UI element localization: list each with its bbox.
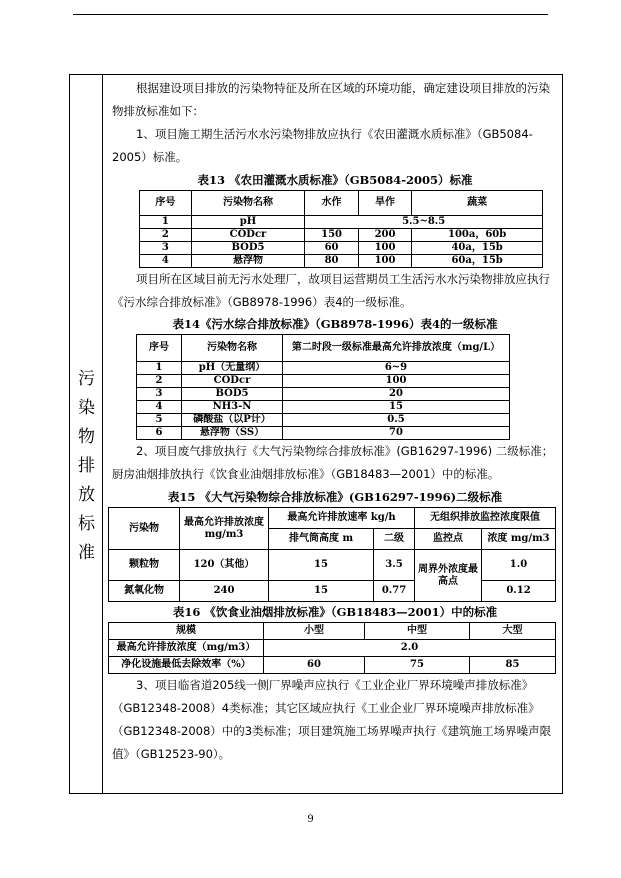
table-row — [137, 375, 510, 388]
table14 — [136, 334, 510, 440]
table-cell: 120（其他） — [180, 550, 269, 581]
table-header-cell: 中型 — [365, 623, 470, 640]
table-header-cell: 小型 — [264, 623, 365, 640]
label-char: 染 — [78, 398, 95, 418]
table13-caption: 表13 《农田灌溉水质标准》（GB5084-2005）标准 — [197, 173, 473, 187]
table-header-cell: 序号 — [140, 191, 192, 216]
label-char: 标 — [78, 514, 95, 534]
intro-paragraph: 根据建设项目排放的污染物特征及所在区域的环境功能，确定建设项目排放的污染物排放标准如下： — [112, 81, 550, 118]
label-char: 放 — [78, 485, 95, 505]
table16 — [108, 622, 556, 674]
table-header-cell: 无组织排放监控浓度限值 — [415, 508, 556, 529]
table-header-cell: 大型 — [470, 623, 556, 640]
table-header-cell: 浓度 mg/m3 — [482, 529, 556, 550]
table-header-cell: 二级 — [374, 529, 415, 550]
header-rule — [73, 14, 548, 15]
table-header-cell: 旱作 — [358, 191, 411, 216]
table-cell: 3.5 — [374, 550, 415, 581]
table-cell: 1.0 — [482, 550, 556, 581]
table-header-cell: 污染物名称 — [191, 191, 305, 216]
table-header-cell: 排气筒高度 m — [269, 529, 374, 550]
table-row — [140, 229, 543, 242]
standards-frame — [69, 74, 563, 794]
table-cell: 悬浮物 — [191, 255, 305, 268]
table-cell: 4 — [137, 401, 182, 414]
table-header-row — [109, 508, 556, 529]
table15 — [108, 507, 556, 602]
table-cell: CODcr — [191, 229, 305, 242]
table-header-cell: 规模 — [109, 623, 264, 640]
item1b-paragraph: 项目所在区域目前无污水处理厂，故项目运营期员工生活污水水污染物排放应执行《污水综合排放标准》（GB8978-1996）表4的一级标准。 — [112, 272, 550, 309]
table-header-cell: 污染物名称 — [182, 335, 283, 362]
table-header-cell: 监控点 — [415, 529, 482, 550]
table-cell: 颗粒物 — [109, 550, 180, 581]
table-cell: 15 — [283, 401, 510, 414]
item3-paragraph: 3、项目临省道205线一侧厂界噪声应执行《工业企业厂界环境噪声排放标准》（GB12348-2008）4类标准；其它区域应执行《工业企业厂界环境噪声排放标准》（GB12348-2008）中的3类标准；项目建筑施工场界噪声执行《建筑施工场界噪声限值》（GB12523-90）。 — [112, 678, 552, 761]
table-cell: 100a，60b — [412, 229, 543, 242]
table-row — [137, 414, 510, 427]
page-number: 9 — [307, 814, 314, 825]
table-cell: 2 — [137, 375, 182, 388]
table-cell: 15 — [269, 550, 374, 581]
table-cell: NH3-N — [182, 401, 283, 414]
table-cell: 5.5~8.5 — [305, 216, 543, 229]
table-cell: 100 — [358, 255, 411, 268]
table-cell: 70 — [283, 427, 510, 440]
table-cell: 2 — [140, 229, 192, 242]
table-cell: 净化设施最低去除效率（%） — [109, 657, 264, 674]
table-row — [140, 242, 543, 255]
table-cell: 240 — [180, 581, 269, 602]
table-cell: 85 — [470, 657, 556, 674]
item1-paragraph: 1、项目施工期生活污水水污染物排放应执行《农田灌溉水质标准》（GB5084-2005）标准。 — [112, 127, 533, 164]
table-header-cell: 第二时段一级标准最高允许排放浓度（mg/L） — [283, 335, 510, 362]
table-cell: 75 — [365, 657, 470, 674]
table-cell: 40a，15b — [412, 242, 543, 255]
label-char: 物 — [78, 427, 95, 447]
table-cell: 200 — [358, 229, 411, 242]
table-header-row — [109, 623, 556, 640]
table-cell: pH — [191, 216, 305, 229]
table-cell: 3 — [140, 242, 192, 255]
table-cell: BOD5 — [182, 388, 283, 401]
table-row — [109, 581, 556, 602]
table13 — [139, 190, 543, 268]
table-cell: 100 — [283, 375, 510, 388]
table-row — [137, 388, 510, 401]
table-cell: 6 — [137, 427, 182, 440]
table-cell: CODcr — [182, 375, 283, 388]
item2-paragraph: 2、项目废气排放执行《大气污染物综合排放标准》(GB16297-1996) 二级标准；厨房油烟排放执行《饮食业油烟排放标准》（GB18483—2001）中的标准。 — [112, 444, 554, 481]
table-cell: 最高允许排放浓度（mg/m3） — [109, 640, 264, 657]
table-row — [109, 640, 556, 657]
table-cell: 0.77 — [374, 581, 415, 602]
table-header-cell: 污染物 — [109, 508, 180, 550]
table-cell: 60 — [264, 657, 365, 674]
table-cell: 0.5 — [283, 414, 510, 427]
table-header-cell: 水作 — [305, 191, 358, 216]
table-cell: 2.0 — [264, 640, 556, 657]
table-cell: 氮氧化物 — [109, 581, 180, 602]
table-header-cell: 最高允许排放速率 kg/h — [269, 508, 415, 529]
table-cell: 1 — [137, 362, 182, 375]
table-row — [137, 427, 510, 440]
table-row — [109, 550, 556, 581]
table-cell: pH（无量纲） — [182, 362, 283, 375]
table-row — [137, 401, 510, 414]
table-cell: 6~9 — [283, 362, 510, 375]
table-row — [137, 362, 510, 375]
table-row — [109, 657, 556, 674]
table-cell: 磷酸盐（以P计） — [182, 414, 283, 427]
table-cell: 60a，15b — [412, 255, 543, 268]
table-cell: 100 — [358, 242, 411, 255]
table-cell: 悬浮物（SS） — [182, 427, 283, 440]
table-cell: 0.12 — [482, 581, 556, 602]
table-cell: 20 — [283, 388, 510, 401]
table-header-row — [140, 191, 543, 216]
label-char: 污 — [78, 369, 95, 389]
table-header-row — [137, 335, 510, 362]
table15-caption: 表15 《大气污染物综合排放标准》(GB16297-1996)二级标准 — [167, 490, 503, 504]
table-header-cell: 最高允许排放浓度 mg/m3 — [180, 508, 269, 550]
section-label — [70, 365, 103, 568]
table-cell: 1 — [140, 216, 192, 229]
table-header-cell: 序号 — [137, 335, 182, 362]
table-cell: 周界外浓度最高点 — [415, 550, 482, 602]
content-area — [112, 75, 558, 766]
table-cell: 150 — [305, 229, 358, 242]
table-row — [140, 216, 543, 229]
table-row — [140, 255, 543, 268]
table-cell: 3 — [137, 388, 182, 401]
table-header-cell: 蔬菜 — [412, 191, 543, 216]
table14-caption: 表14《污水综合排放标准》（GB8978-1996）表4的一级标准 — [172, 317, 498, 331]
table-cell: 15 — [269, 581, 374, 602]
table-cell: 60 — [305, 242, 358, 255]
table-cell: 5 — [137, 414, 182, 427]
table-cell: BOD5 — [191, 242, 305, 255]
table16-caption: 表16 《饮食业油烟排放标准》（GB18483—2001）中的标准 — [172, 605, 498, 619]
label-char: 排 — [78, 456, 95, 476]
section-column — [70, 75, 103, 793]
label-char: 准 — [78, 543, 95, 563]
table-cell: 80 — [305, 255, 358, 268]
table-cell: 4 — [140, 255, 192, 268]
